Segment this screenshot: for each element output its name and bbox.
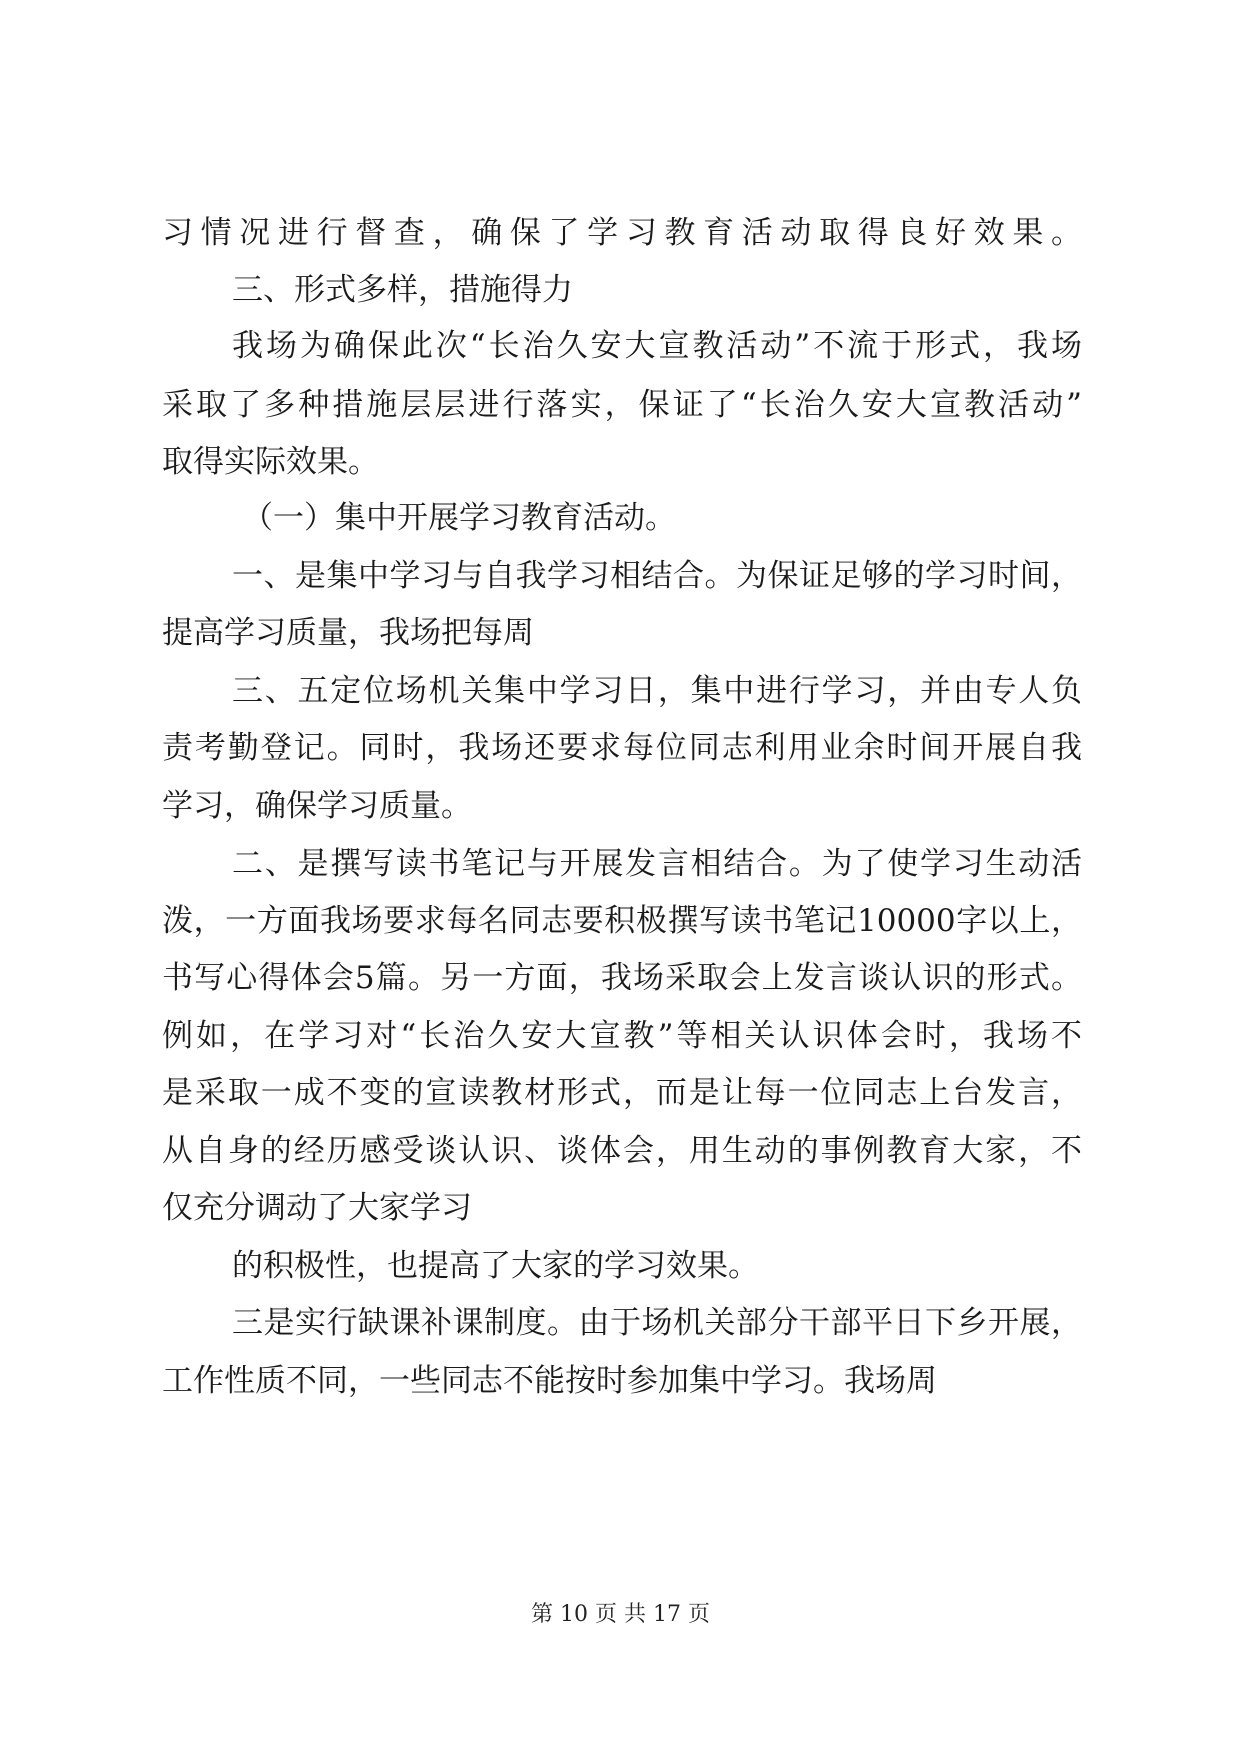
page-number-footer: 第 10 页 共 17 页 xyxy=(531,1602,710,1627)
text-line: 采取了多种措施层层进行落实，保证了“长治久安大宣教活动” xyxy=(162,387,1082,423)
text-line: 二、是撰写读书笔记与开展发言相结合。为了使学习生动活 xyxy=(232,846,1082,882)
text-line: 泼，一方面我场要求每名同志要积极撰写读书笔记10000字以上， xyxy=(162,903,1082,939)
text-line: 我场为确保此次“长治久安大宣教活动”不流于形式，我场 xyxy=(232,328,1082,364)
text-line: 一、是集中学习与自我学习相结合。为保证足够的学习时间， xyxy=(232,558,1082,594)
subsection-heading: （一）集中开展学习教育活动。 xyxy=(242,500,676,536)
text-line: 责考勤登记。同时，我场还要求每位同志利用业余时间开展自我 xyxy=(162,730,1082,766)
text-line: 学习，确保学习质量。 xyxy=(162,788,472,824)
text-line: 的积极性，也提高了大家的学习效果。 xyxy=(232,1248,759,1284)
text-line: 例如，在学习对“长治久安大宣教”等相关认识体会时，我场不 xyxy=(162,1018,1082,1054)
text-line: 从自身的经历感受谈认识、谈体会，用生动的事例教育大家，不 xyxy=(162,1133,1082,1169)
text-line: 工作性质不同，一些同志不能按时参加集中学习。我场周 xyxy=(162,1363,937,1399)
section-heading: 三、形式多样，措施得力 xyxy=(232,272,573,308)
text-line: 提高学习质量，我场把每周 xyxy=(162,615,534,651)
text-line: 仅充分调动了大家学习 xyxy=(162,1190,472,1226)
text-line: 取得实际效果。 xyxy=(162,444,379,480)
text-line: 三、五定位场机关集中学习日，集中进行学习，并由专人负 xyxy=(232,673,1082,709)
text-line: 书写心得体会5篇。另一方面，我场采取会上发言谈认识的形式。 xyxy=(162,960,1082,996)
text-line: 是采取一成不变的宣读教材形式，而是让每一位同志上台发言， xyxy=(162,1075,1082,1111)
text-line: 习情况进行督查，确保了学习教育活动取得良好效果。 xyxy=(162,215,1082,251)
text-line: 三是实行缺课补课制度。由于场机关部分干部平日下乡开展， xyxy=(232,1305,1082,1341)
